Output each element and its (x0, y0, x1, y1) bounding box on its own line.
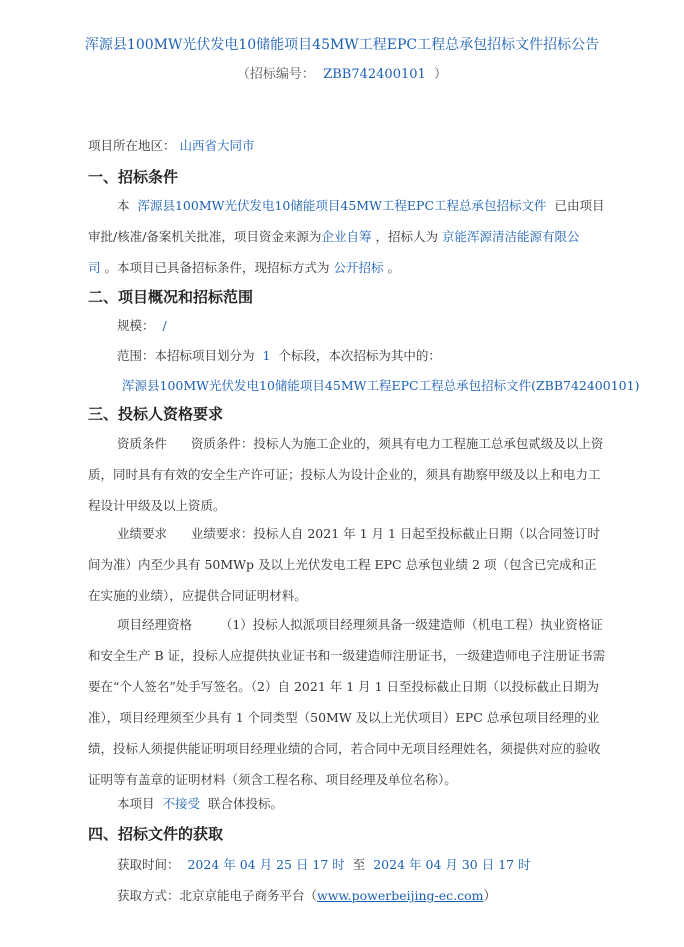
section-heading-conditions: 一、招标条件 (88, 168, 179, 186)
conditions-text: 本 (117, 198, 130, 213)
performance-paragraph (88, 518, 608, 611)
scope-text: 个标段，本次招标为其中的： (278, 348, 441, 363)
scope-text: 范围：本招标项目划分为 (117, 348, 255, 363)
section-heading-documents: 四、招标文件的获取 (88, 825, 224, 843)
tender-method: 公开招标 (333, 260, 384, 275)
ecommerce-platform-link[interactable]: www.powerbeijing-ec.com (317, 888, 484, 903)
tender-number-suffix: ） (434, 67, 448, 82)
consortium-row (117, 795, 283, 813)
page-title: 浑源县100MW光伏发电10储能项目45MW工程EPC工程总承包招标文件招标公告 (84, 37, 600, 53)
section-heading-qualification: 三、投标人资格要求 (88, 405, 224, 423)
acquisition-method-row (117, 887, 496, 905)
consortium-text: 本项目 (117, 796, 155, 811)
method-close: ） (483, 888, 497, 903)
method-label: 获取方式：北京京能电子商务平台（ (117, 888, 318, 903)
section-heading-overview: 二、项目概况和招标范围 (88, 288, 254, 306)
qualification-text: 资质条件：投标人为施工企业的，须具有电力工程施工总承包贰级及以上资质，同时具有有效的安全生产许可证；投标人为设计企业的，须具有勘察甲级及以上和电力工程设计甲级及以上资质。 (88, 436, 604, 513)
scale-row (117, 317, 167, 335)
performance-text: 业绩要求：投标人自 2021 年 1 月 1 日起至投标截止日期（以合同签订时间为准）内至少具有 50MWp 及以上光伏发电工程 EPC 总承包业绩 2 项（包含已完成和正在实施的业绩），应提供合同证明材料。 (88, 526, 600, 603)
conditions-text: 。 (387, 260, 401, 275)
region-value: 山西省大同市 (179, 138, 255, 153)
conditions-text: ，招标人为 (375, 229, 438, 244)
project-manager-text: （1）投标人拟派项目经理须具备一级建造师（机电工程）执业资格证和安全生产 B 证，投标人应提供执业证书和一级建造师注册证书，一级建造师电子注册证书需要在“个人签名”处手写签名。（2）自 2021 年 1 月 1 日至投标截止日期（以投标截止日期为准），项目经理须至少具有 1 个同类型（50MW 及以上光伏项目）EPC 总承包项目经理的业绩，投标人须提供能证明项目经理业绩的合同，若合同中无项目经理姓名，须提供对应的验收证明等有盖章的证明材料（须含工程名称、项目经理及单位名称）。 (88, 617, 606, 787)
scale-label: 规模： (117, 318, 155, 333)
funding-source: 企业自筹 (321, 229, 372, 244)
project-manager-paragraph (88, 609, 608, 795)
project-region (88, 137, 255, 155)
tender-number-prefix: （招标编号： (236, 67, 315, 82)
consortium-text: 联合体投标。 (207, 796, 283, 811)
tender-number-code: ZBB742400101 (323, 67, 426, 82)
scope-row (117, 347, 441, 365)
time-to: 至 (352, 857, 366, 872)
acquisition-time-row (117, 856, 531, 874)
lot-name: 浑源县100MW光伏发电10储能项目45MW工程EPC工程总承包招标文件(ZBB742400101) (122, 378, 640, 393)
project-manager-label: 项目经理资格 (117, 617, 193, 632)
qualification-label: 资质条件 (117, 436, 168, 451)
qualification-paragraph (88, 428, 608, 521)
scale-value: / (162, 318, 167, 333)
conditions-text: 已由项目审批/核准/备案机关批准，项目资金来源为 (88, 198, 605, 244)
time-end: 2024 年 04 月 30 日 17 时 (373, 857, 531, 872)
conditions-text: 。本项目已具备招标条件，现招标方式为 (104, 260, 330, 275)
region-label: 项目所在地区： (88, 138, 176, 153)
lot-count: 1 (262, 348, 271, 363)
conditions-paragraph (88, 190, 608, 283)
time-label: 获取时间： (117, 857, 180, 872)
tenderer-name: 京能浑源清洁能源有限公司 (88, 229, 580, 275)
performance-label: 业绩要求 (117, 526, 168, 541)
time-start: 2024 年 04 月 25 日 17 时 (187, 857, 345, 872)
tender-number (0, 66, 684, 84)
project-name: 浑源县100MW光伏发电10储能项目45MW工程EPC工程总承包招标文件 (137, 198, 547, 213)
consortium-value: 不接受 (162, 796, 200, 811)
